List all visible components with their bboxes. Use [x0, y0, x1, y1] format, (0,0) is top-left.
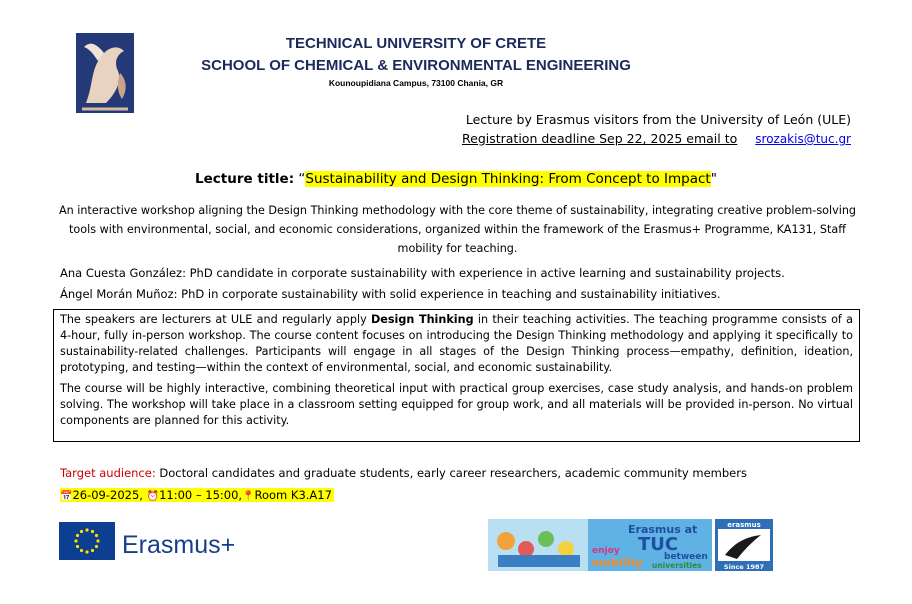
lecture-by-line: Lecture by Erasmus visitors from the University of León (ULE) [465, 112, 851, 127]
open-quote: “ [298, 171, 306, 187]
lecture-title-row [0, 171, 912, 187]
badge-bottom-text: Since 1987 [723, 563, 765, 571]
erasmus-plus-wordmark: Erasmus+ [122, 531, 236, 559]
erasmus-at-tuc-banner [488, 519, 712, 571]
campus-address: Kounoupidiana Campus, 73100 Chania, GR [328, 78, 504, 88]
event-time: 11:00 – 15:00, [159, 488, 243, 502]
email-link[interactable]: srozakis@tuc.gr [755, 132, 851, 146]
banner-tuc: TUC [638, 534, 679, 555]
programme-description-box [53, 309, 860, 442]
banner-title: Erasmus at [628, 523, 698, 536]
speaker-name: Ángel Morán Muñoz: [60, 287, 178, 301]
banner-between: between [664, 552, 708, 562]
registration-deadline [462, 131, 851, 146]
close-quote: " [710, 171, 717, 187]
alarm-clock-icon: ⏰ [146, 491, 160, 502]
target-audience-text: Doctoral candidates and graduate students, early career researchers, academic community members [159, 466, 747, 480]
event-details [60, 488, 334, 502]
design-thinking-bold: Design Thinking [371, 313, 474, 326]
calendar-icon: 📅 [60, 491, 73, 502]
speaker-line [60, 287, 721, 301]
programme-paragraph [60, 312, 853, 376]
programme-text: The speakers are lecturers at ULE and regularly apply [60, 313, 371, 326]
pushpin-icon: 📍 [242, 491, 255, 502]
target-audience-label: Target audience: [60, 466, 156, 480]
eu-flag-logo [59, 522, 115, 560]
intro-paragraph: An interactive workshop aligning the Design Thinking methodology with the core theme of sustainability, integrating creative problem-solving tools with environmental, social, and economic considerations, organized within the framework of the Erasmus+ Programme, KA131, Staff mobility for teaching. [58, 204, 857, 255]
deadline-text: Registration deadline Sep 22, 2025 email to [462, 131, 738, 146]
school-name: SCHOOL OF CHEMICAL & ENVIRONMENTAL ENGINEERING [201, 57, 631, 74]
erasmus-since-1987-badge [715, 519, 773, 571]
university-name: TECHNICAL UNIVERSITY OF CRETE [285, 35, 547, 52]
banner-universities: universities [652, 561, 702, 570]
target-audience [60, 466, 747, 480]
banner-mobility: mobility [592, 556, 643, 569]
speaker-bio: PhD candidate in corporate sustainability with experience in active learning and sustainability projects. [189, 266, 785, 280]
event-date: 26-09-2025, [72, 488, 143, 502]
banner-enjoy: enjoy [592, 546, 620, 556]
speaker-name: Ana Cuesta González: [60, 266, 186, 280]
event-room: Room K3.A17 [254, 488, 332, 502]
format-paragraph: The course will be highly interactive, combining theoretical input with practical group exercises, case study analysis, and hands-on problem solving. The workshop will take place in a classroom setting equipped for group work, and all materials will be provided in-person. No virtual components are planned for this activity. [60, 382, 853, 427]
speaker-line [60, 266, 785, 280]
speaker-bio: PhD in corporate sustainability with solid experience in teaching and sustainability initiatives. [181, 287, 721, 301]
lecture-title: Sustainability and Design Thinking: From Concept to Impact [305, 171, 711, 187]
lecture-title-label: Lecture title: [195, 171, 295, 187]
programme-text: in their teaching activities. The teaching programme consists of a 4-hour, fully in-person workshop. The course content focuses on introducing the Design Thinking methodology and applying it specifically to sustainability-related challenges. Participants will engage in all stages of the Design Thinking process—empathy, definition, ideation, prototyping, and testing—within the context of environmental, social, and economic sustainability. [60, 313, 853, 374]
badge-top-text: erasmus [727, 521, 761, 529]
tuc-logo [76, 33, 134, 113]
